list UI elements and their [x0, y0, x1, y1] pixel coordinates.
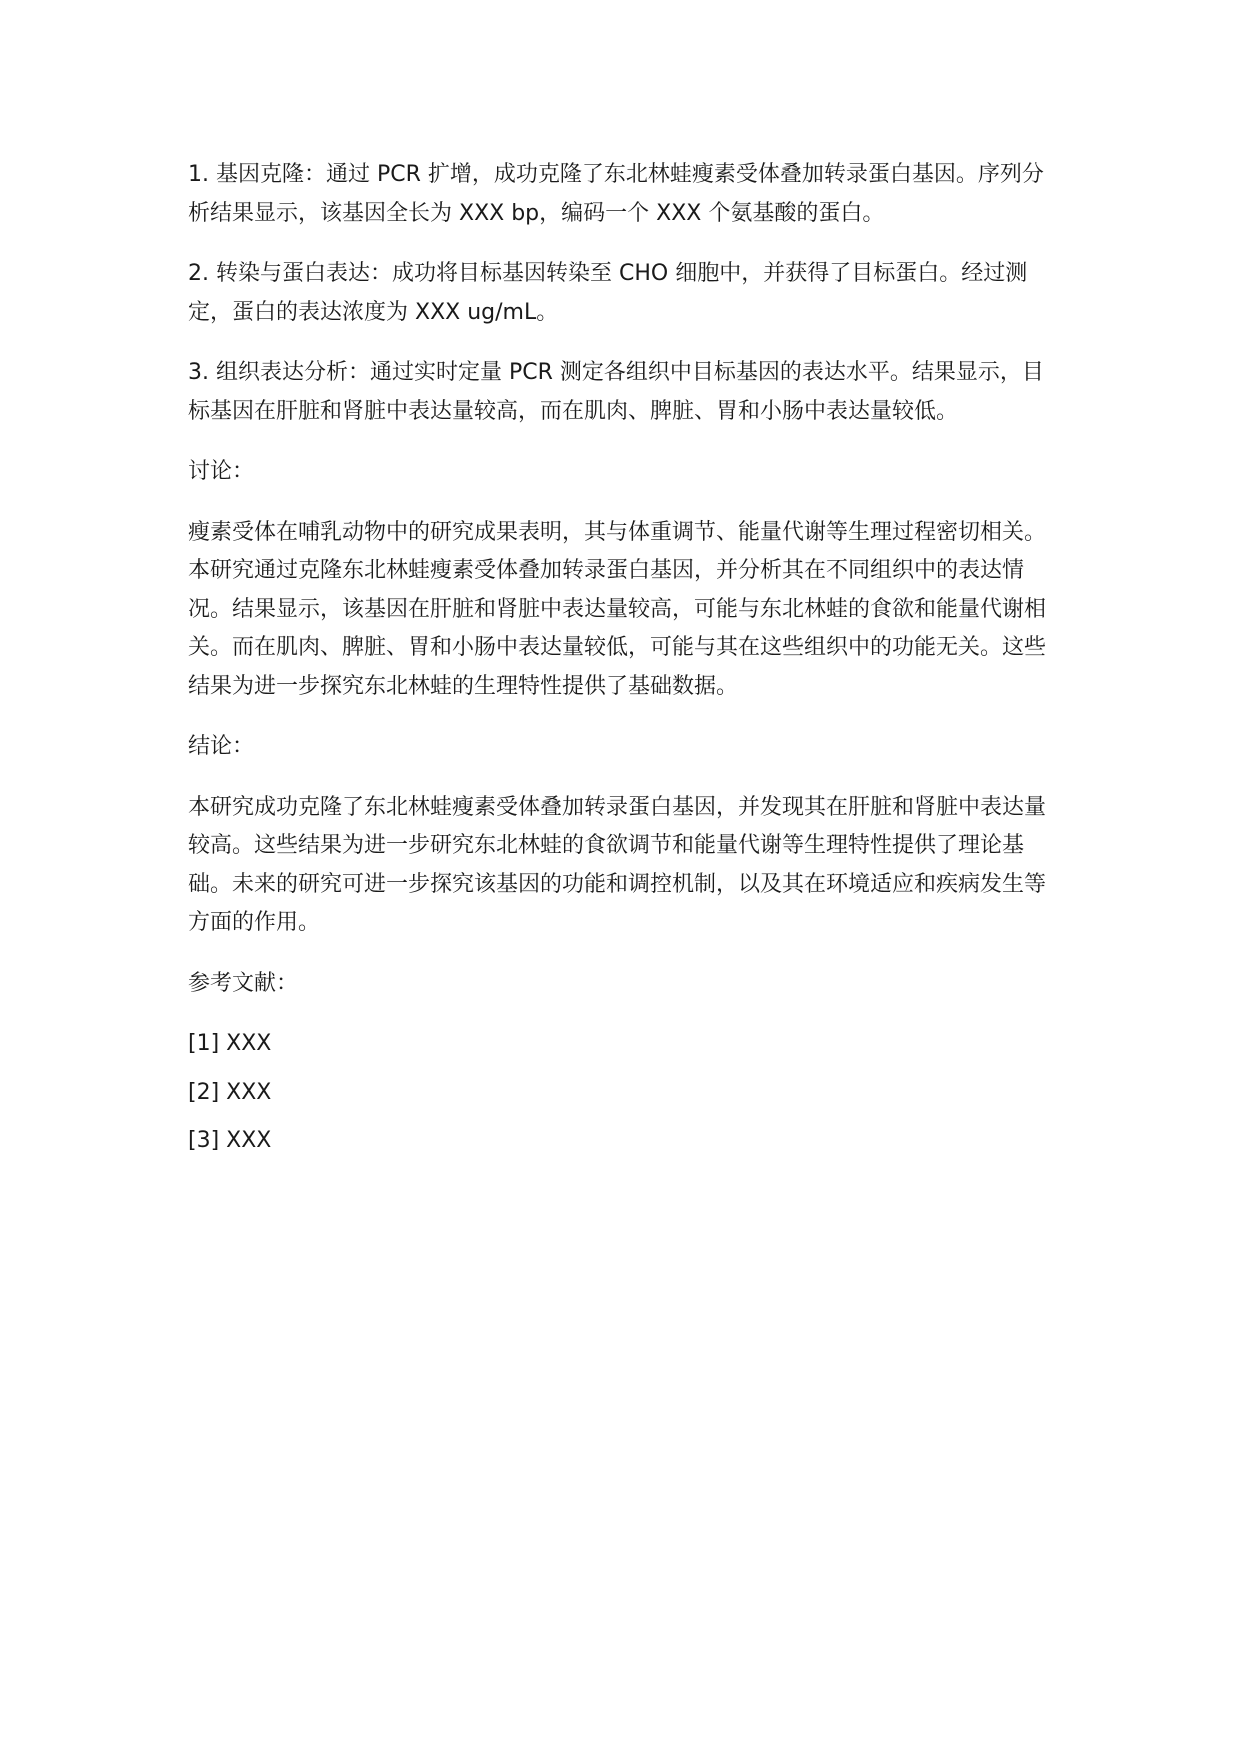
- reference-item-3: [3] XXX: [188, 1128, 272, 1153]
- reference-item-2: [2] XXX: [188, 1079, 272, 1105]
- reference-item-1: [1] XXX: [188, 1031, 272, 1056]
- discussion-paragraph: 瘦素受体在哺乳动物中的研究成果表明，其与体重调节、能量代谢等生理过程密切相关。本研究通过克隆东北林蛙瘦素受体叠加转录蛋白基因，并分析其在不同组织中的表达情况。结果显示，该基因在肝脏和肾脏中表达量较高，可能与东北林蛙的食欲和能量代谢相关。而在肌肉、脾脏、胃和小肠中表达量较低，可能与其在这些组织中的功能无关。这些结果为进一步探究东北林蛙的生理特性提供了基础数据。: [188, 519, 1047, 699]
- result-paragraph-2: 2. 转染与蛋白表达：成功将目标基因转染至 CHO 细胞中，并获得了目标蛋白。经过测定，蛋白的表达浓度为 XXX ug/mL。: [188, 261, 1028, 325]
- result-paragraph-1: 1. 基因克隆：通过 PCR 扩增，成功克隆了东北林蛙瘦素受体叠加转录蛋白基因。序列分析结果显示，该基因全长为 XXX bp，编码一个 XXX 个氨基酸的蛋白。: [188, 162, 1044, 226]
- references-heading: 参考文献：: [188, 970, 299, 996]
- discussion-heading: 讨论：: [188, 459, 255, 484]
- result-paragraph-3: 3. 组织表达分析：通过实时定量 PCR 测定各组织中目标基因的表达水平。结果显示，目标基因在肝脏和肾脏中表达量较高，而在肌肉、脾脏、胃和小肠中表达量较低。: [188, 360, 1044, 424]
- conclusion-heading: 结论：: [188, 734, 255, 759]
- conclusion-paragraph: 本研究成功克隆了东北林蛙瘦素受体叠加转录蛋白基因，并发现其在肝脏和肾脏中表达量较高。这些结果为进一步研究东北林蛙的食欲调节和能量代谢等生理特性提供了理论基础。未来的研究可进一步探究该基因的功能和调控机制，以及其在环境适应和疾病发生等方面的作用。: [188, 794, 1047, 935]
- document-page: [188, 156, 1053, 1171]
